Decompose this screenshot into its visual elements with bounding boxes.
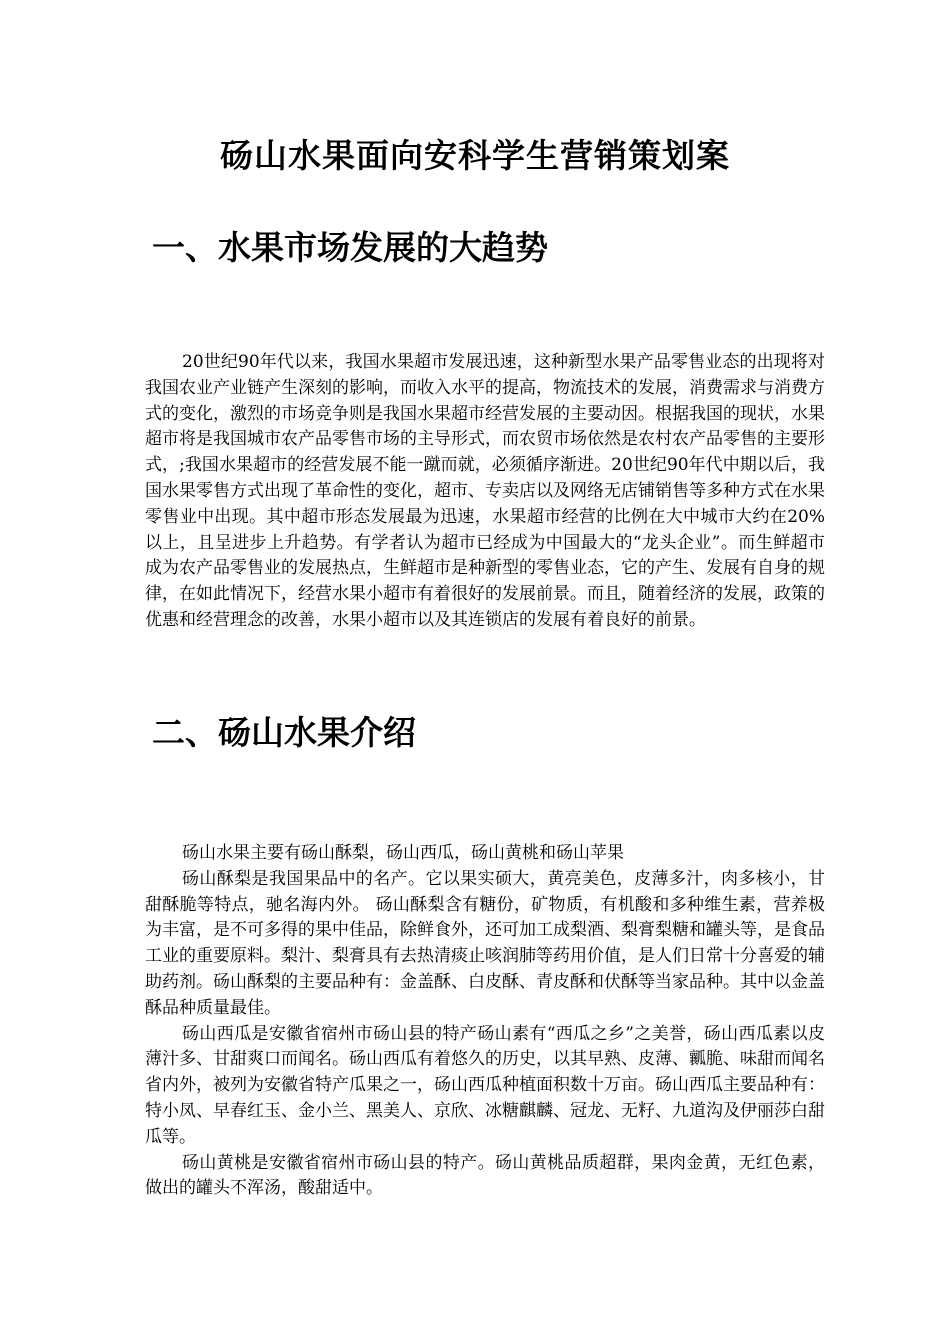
paragraph: 砀山水果主要有砀山酥梨，砀山西瓜，砀山黄桃和砀山苹果: [182, 843, 624, 863]
paragraph: 砀山黄桃是安徽省宿州市砀山县的特产。砀山黄桃品质超群，果肉金黄，无红色素，做出的罐头不浑汤，酸甜适中。: [145, 1152, 825, 1199]
section-heading-market-trend: 一、水果市场发展的大趋势: [152, 228, 548, 267]
section-body-dangshan-fruit: [145, 841, 825, 1202]
section-heading-dangshan-fruit: 二、砀山水果介绍: [152, 713, 416, 752]
section-body-market-trend: [145, 350, 825, 634]
paragraph: 20世纪90年代以来，我国水果超市发展迅速，这种新型水果产品零售业态的出现将对我国农业产业链产生深刻的影响，而收入水平的提高，物流技术的发展，消费需求与消费方式的变化，激烈的市场竞争则是我国水果超市经营发展的主要动因。根据我国的现状，水果超市将是我国城市农产品零售市场的主导形式，而农贸市场依然是农村农产品零售的主要形式，;我国水果超市的经营发展不能一蹴而就，必须循序渐进。20世纪90年代中期以后，我国水果零售方式出现了革命性的变化，超市、专卖店以及网络无店铺销售等多种方式在水果零售业中出现。其中超市形态发展最为迅速，水果超市经营的比例在大中城市大约在20%以上，且呈进步上升趋势。有学者认为超市已经成为中国最大的“龙头企业”。而生鲜超市成为农产品零售业的发展热点，生鲜超市是种新型的零售业态，它的产生、发展有自身的规律，在如此情况下，经营水果小超市有着很好的发展前景。而且，随着经济的发展，政策的优惠和经营理念的改善，水果小超市以及其连锁店的发展有着良好的前景。: [145, 352, 825, 630]
paragraph: 砀山酥梨是我国果品中的名产。它以果实硕大，黄亮美色，皮薄多汁，肉多核小，甘甜酥脆等特点，驰名海内外。 砀山酥梨含有糖份，矿物质，有机酸和多种维生素，营养极为丰富，是不可多得的果中佳品，除鲜食外，还可加工成梨酒、梨膏梨糖和罐头等，是食品工业的重要原料。梨汁、梨膏具有去热清痰止咳润肺等药用价值，是人们日常十分喜爱的辅助药剂。砀山酥梨的主要品种有：金盖酥、白皮酥、青皮酥和伏酥等当家品种。其中以金盖酥品种质量最佳。: [145, 868, 825, 1018]
document-title: 砀山水果面向安科学生营销策划案: [220, 136, 730, 175]
paragraph: 砀山西瓜是安徽省宿州市砀山县的特产砀山素有“西瓜之乡”之美誉，砀山西瓜素以皮薄汁多、甘甜爽口而闻名。砀山西瓜有着悠久的历史，以其早熟、皮薄、瓤脆、味甜而闻名省内外，被列为安徽省特产瓜果之一，砀山西瓜种植面积数十万亩。砀山西瓜主要品种有：特小凤、早春红玉、金小兰、黑美人、京欣、冰糖麒麟、冠龙、无籽、九道沟及伊丽莎白甜瓜等。: [145, 1023, 825, 1147]
